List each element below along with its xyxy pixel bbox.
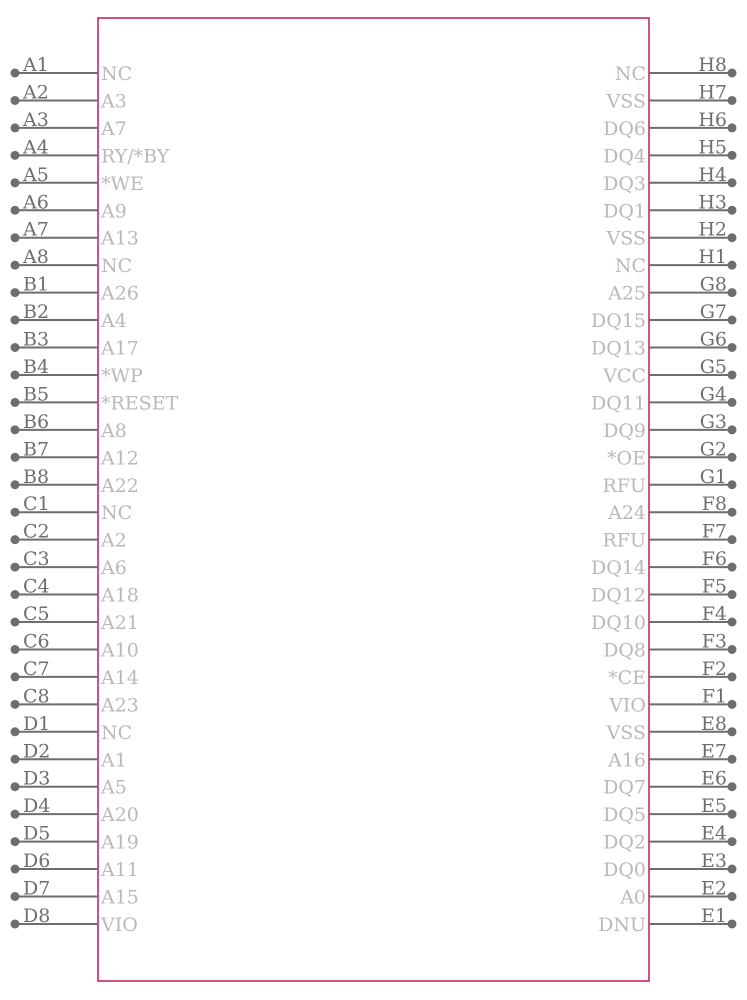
pin-end-dot (11, 370, 20, 379)
signal-name: A1 (101, 749, 127, 772)
signal-name: DQ4 (603, 145, 646, 168)
pin-number: E8 (701, 712, 727, 735)
pin-number: H2 (698, 218, 727, 241)
pin-number: C4 (23, 575, 50, 598)
left-pin-c8 (11, 685, 139, 716)
pin-end-dot (728, 261, 737, 270)
right-pin-f6 (591, 548, 737, 579)
pin-number: C7 (23, 657, 50, 680)
pin-end-dot (728, 865, 737, 874)
right-pin-h3 (603, 191, 736, 222)
left-pin-b2 (11, 301, 127, 332)
pin-number: E5 (701, 795, 727, 818)
pin-end-dot (11, 892, 20, 901)
signal-name: *CE (608, 666, 646, 689)
pin-end-dot (11, 123, 20, 132)
signal-name: DQ6 (603, 117, 646, 140)
right-pin-e5 (603, 795, 736, 826)
pin-end-dot (728, 480, 737, 489)
right-pin-e2 (619, 878, 736, 909)
pin-end-dot (11, 919, 20, 928)
left-pin-c4 (11, 576, 139, 607)
pin-number: A8 (23, 246, 49, 269)
signal-name: A22 (101, 474, 139, 497)
signal-name: DQ1 (603, 200, 646, 223)
pin-number: E1 (701, 904, 727, 927)
signal-name: A23 (101, 694, 139, 717)
pin-number: C3 (23, 548, 50, 571)
signal-name: VIO (609, 694, 646, 717)
pin-number: C6 (23, 630, 50, 653)
pin-end-dot (728, 727, 737, 736)
pin-end-dot (728, 618, 737, 627)
left-pin-a2 (11, 81, 127, 112)
right-pin-h4 (603, 164, 736, 195)
left-pin-group (11, 54, 179, 936)
pin-end-dot (728, 398, 737, 407)
signal-name: DQ11 (591, 392, 646, 415)
left-pin-d1 (11, 713, 133, 744)
pin-end-dot (11, 590, 20, 599)
pin-end-dot (11, 398, 20, 407)
pin-number: G5 (699, 355, 727, 378)
pin-end-dot (728, 316, 737, 325)
pin-number: F5 (701, 575, 727, 598)
right-pin-h1 (615, 246, 737, 277)
left-pin-c6 (11, 630, 139, 661)
pin-number: E4 (701, 822, 727, 845)
pin-number: G1 (699, 465, 727, 488)
signal-name: A9 (101, 200, 127, 223)
pin-number: B2 (23, 301, 50, 324)
right-pin-h5 (603, 136, 736, 167)
right-pin-g6 (591, 329, 737, 360)
right-pin-g5 (602, 356, 736, 387)
pin-end-dot (728, 288, 737, 297)
left-pin-a7 (11, 219, 139, 250)
left-pin-d6 (11, 850, 139, 881)
right-pin-e6 (603, 768, 736, 799)
pin-end-dot (11, 261, 20, 270)
left-pin-a4 (11, 136, 170, 167)
pin-end-dot (11, 563, 20, 572)
left-pin-d3 (11, 768, 127, 799)
signal-name: DQ10 (591, 612, 646, 634)
signal-name: A26 (101, 282, 139, 305)
pin-number: G3 (699, 410, 727, 433)
right-pin-e7 (607, 740, 736, 771)
left-pin-a3 (11, 109, 127, 140)
signal-name: A2 (101, 529, 127, 552)
signal-name: A7 (101, 117, 127, 140)
signal-name: DQ3 (603, 172, 646, 195)
pin-number: A3 (23, 108, 49, 131)
signal-name: VCC (603, 364, 646, 387)
right-pin-g1 (602, 466, 736, 497)
left-pin-d5 (11, 823, 139, 854)
pin-end-dot (728, 96, 737, 105)
signal-name: *RESET (101, 392, 179, 415)
left-pin-c5 (11, 603, 139, 634)
pin-number: E2 (701, 877, 727, 900)
pin-number: D5 (23, 822, 51, 845)
pin-end-dot (11, 343, 20, 352)
left-pin-b3 (11, 329, 139, 360)
signal-name: A11 (101, 859, 139, 882)
pin-end-dot (728, 151, 737, 160)
pin-number: F2 (701, 657, 727, 680)
pin-end-dot (728, 919, 737, 928)
pin-number: C5 (23, 603, 50, 625)
left-pin-d2 (11, 740, 127, 771)
signal-name: NC (101, 502, 133, 525)
pin-end-dot (728, 590, 737, 599)
signal-name: A13 (101, 227, 139, 250)
pin-end-dot (11, 233, 20, 242)
pin-end-dot (728, 837, 737, 846)
pin-number: E7 (701, 740, 727, 763)
signal-name: A25 (608, 282, 646, 305)
right-pin-f2 (608, 658, 736, 689)
pin-number: A7 (23, 218, 49, 241)
pin-number: D6 (23, 850, 51, 873)
right-pin-f4 (591, 603, 737, 634)
signal-name: A19 (101, 831, 139, 854)
left-pin-b5 (11, 383, 179, 414)
left-pin-d4 (11, 795, 139, 826)
pin-number: A4 (23, 136, 49, 159)
signal-name: DQ0 (603, 859, 646, 882)
left-pin-b7 (11, 438, 139, 469)
left-pin-a1 (11, 54, 133, 85)
pin-end-dot (728, 343, 737, 352)
signal-name: NC (101, 721, 133, 744)
pin-end-dot (728, 535, 737, 544)
left-pin-c7 (11, 658, 139, 689)
signal-name: DQ12 (591, 584, 646, 607)
left-pin-d8 (11, 905, 138, 936)
right-pin-h7 (606, 81, 737, 112)
right-pin-f1 (608, 685, 736, 716)
signal-name: NC (101, 255, 133, 278)
pin-end-dot (11, 618, 20, 627)
signal-name: A20 (101, 804, 139, 827)
pin-number: H1 (698, 246, 727, 269)
pin-number: H8 (698, 54, 727, 76)
pin-end-dot (728, 645, 737, 654)
right-pin-g3 (603, 411, 736, 442)
pin-number: G6 (699, 328, 727, 351)
signal-name: A17 (101, 337, 139, 360)
pin-number: A1 (23, 54, 49, 76)
pin-end-dot (11, 727, 20, 736)
pin-end-dot (728, 178, 737, 187)
pin-number: F6 (701, 548, 727, 571)
pin-end-dot (11, 508, 20, 517)
signal-name: DQ14 (591, 557, 646, 580)
signal-name: A5 (101, 776, 127, 799)
left-pin-c2 (11, 521, 127, 552)
pin-number: B6 (23, 410, 50, 433)
signal-name: A24 (608, 502, 646, 525)
pin-end-dot (11, 837, 20, 846)
signal-name: RFU (602, 474, 646, 497)
pin-end-dot (11, 288, 20, 297)
right-pin-h2 (606, 219, 737, 250)
pin-number: H7 (698, 81, 727, 104)
pin-end-dot (728, 370, 737, 379)
pin-end-dot (728, 233, 737, 242)
signal-name: DQ7 (603, 776, 646, 799)
pin-number: H5 (698, 136, 727, 159)
pin-end-dot (728, 672, 737, 681)
signal-name: NC (614, 63, 646, 85)
pin-number: D2 (23, 740, 51, 763)
left-pin-c1 (11, 493, 133, 524)
signal-name: VSS (606, 227, 646, 250)
right-pin-g7 (591, 301, 737, 332)
pin-end-dot (11, 69, 20, 78)
pin-end-dot (11, 453, 20, 462)
pin-number: B4 (23, 355, 50, 378)
signal-name: VSS (606, 90, 646, 113)
signal-name: DQ13 (591, 337, 646, 360)
right-pin-e3 (603, 850, 736, 881)
signal-name: A18 (101, 584, 139, 607)
right-pin-f8 (607, 493, 736, 524)
pin-number: G2 (699, 438, 727, 461)
pin-end-dot (11, 178, 20, 187)
right-pin-e1 (598, 905, 736, 936)
pin-end-dot (728, 206, 737, 215)
signal-name: VSS (606, 721, 646, 744)
pin-end-dot (728, 425, 737, 434)
pin-number: G7 (699, 301, 727, 324)
right-pin-f7 (602, 521, 736, 552)
signal-name: *WP (101, 364, 143, 387)
signal-name: *WE (101, 172, 144, 195)
pin-end-dot (11, 316, 20, 325)
pin-number: F7 (701, 520, 727, 543)
pin-end-dot (728, 810, 737, 819)
left-pin-b4 (11, 356, 144, 387)
signal-name: *OE (607, 447, 646, 470)
signal-name: DQ15 (591, 310, 646, 333)
pin-number: A6 (23, 191, 49, 214)
signal-name: DQ9 (603, 419, 646, 442)
pin-number: E3 (701, 850, 727, 873)
pin-number: B3 (23, 328, 50, 351)
signal-name: A3 (101, 90, 127, 113)
signal-name: A14 (101, 666, 139, 689)
pin-end-dot (728, 69, 737, 78)
pin-number: B8 (23, 465, 50, 488)
pin-number: F4 (701, 603, 727, 625)
right-pin-h8 (615, 54, 737, 85)
signal-name: A10 (101, 639, 139, 662)
pin-end-dot (11, 865, 20, 874)
signal-name: A12 (101, 447, 139, 470)
pin-number: A2 (23, 81, 49, 104)
right-pin-f3 (603, 630, 736, 661)
left-pin-b8 (11, 466, 139, 497)
pin-end-dot (11, 206, 20, 215)
left-pin-a5 (11, 164, 144, 195)
right-pin-g4 (591, 383, 737, 414)
pin-number: H3 (698, 191, 727, 214)
signal-name: A8 (101, 419, 127, 442)
pin-number: D1 (23, 712, 51, 735)
pin-end-dot (728, 508, 737, 517)
pin-end-dot (11, 755, 20, 764)
left-pin-b1 (11, 274, 139, 305)
pin-end-dot (11, 810, 20, 819)
pin-end-dot (728, 123, 737, 132)
left-pin-d7 (11, 878, 139, 909)
signal-name: A0 (620, 886, 646, 909)
pin-number: B1 (23, 273, 50, 296)
signal-name: A15 (101, 886, 139, 909)
right-pin-group (591, 54, 737, 936)
signal-name: NC (101, 63, 133, 85)
pin-number: B7 (23, 438, 50, 461)
pin-end-dot (11, 480, 20, 489)
pin-end-dot (728, 563, 737, 572)
signal-name: A21 (101, 612, 139, 634)
pin-number: G4 (699, 383, 727, 406)
pin-number: D4 (23, 795, 51, 818)
signal-name: A6 (101, 557, 127, 580)
left-pin-a8 (11, 246, 133, 277)
pin-end-dot (728, 453, 737, 462)
signal-name: A4 (101, 310, 127, 333)
pin-number: E6 (701, 767, 727, 790)
pin-end-dot (11, 535, 20, 544)
pin-end-dot (728, 782, 737, 791)
signal-name: A16 (608, 749, 646, 772)
pin-number: H4 (698, 163, 727, 186)
pin-end-dot (728, 892, 737, 901)
signal-name: RY/*BY (101, 145, 170, 168)
pin-number: D7 (23, 877, 51, 900)
right-pin-e4 (603, 823, 736, 854)
pin-end-dot (728, 755, 737, 764)
pin-number: F8 (701, 493, 727, 516)
right-pin-g2 (607, 438, 736, 469)
pin-number: C8 (23, 685, 50, 708)
pin-number: G8 (699, 273, 727, 296)
pin-number: D8 (23, 904, 51, 927)
signal-name: DQ5 (603, 804, 646, 827)
signal-name: DQ8 (603, 639, 646, 662)
pin-number: H6 (698, 108, 727, 131)
pin-number: F1 (701, 685, 727, 708)
pin-end-dot (728, 700, 737, 709)
left-pin-c3 (11, 548, 127, 579)
right-pin-e8 (606, 713, 737, 744)
pin-end-dot (11, 672, 20, 681)
signal-name: DQ2 (603, 831, 646, 854)
signal-name: RFU (602, 529, 646, 552)
signal-name: VIO (101, 913, 138, 936)
left-pin-b6 (11, 411, 127, 442)
right-pin-h6 (603, 109, 736, 140)
left-pin-a6 (11, 191, 127, 222)
pin-number: A5 (23, 163, 49, 186)
pin-end-dot (11, 96, 20, 105)
pin-number: B5 (23, 383, 50, 406)
pin-number: D3 (23, 767, 51, 790)
component-body (98, 18, 649, 981)
pin-end-dot (11, 151, 20, 160)
pin-end-dot (11, 700, 20, 709)
pin-end-dot (11, 425, 20, 434)
pin-number: C1 (23, 493, 50, 516)
signal-name: NC (614, 255, 646, 278)
pin-number: F3 (701, 630, 727, 653)
right-pin-g8 (607, 274, 736, 305)
signal-name: DNU (598, 913, 646, 936)
pin-number: C2 (23, 520, 50, 543)
right-pin-f5 (591, 576, 737, 607)
pin-end-dot (11, 782, 20, 791)
pin-end-dot (11, 645, 20, 654)
